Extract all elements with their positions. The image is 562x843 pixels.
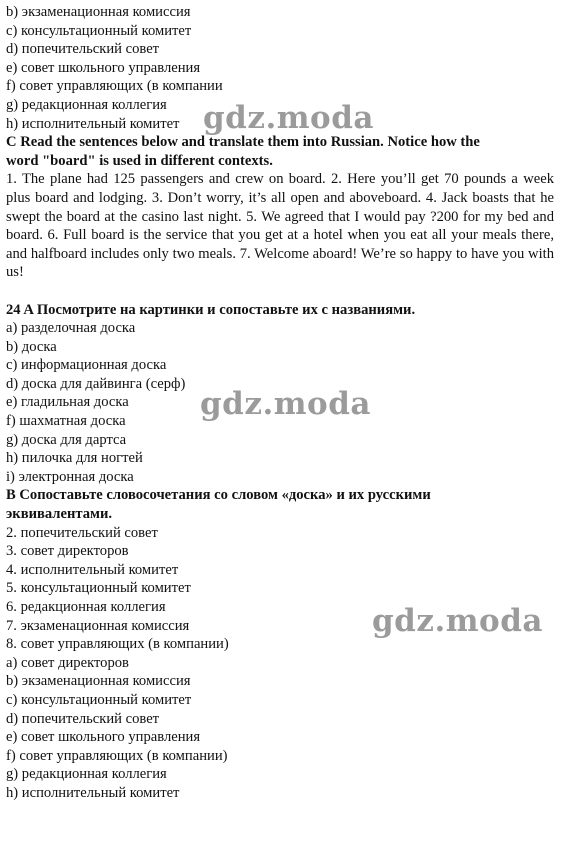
section-c-text: 1. The plane had 125 passengers and crew on board. 2. Here you’ll get 70 pounds a week plus board and lodging. 3. Don’t worry, it’s all open and aboveboard. 4. Jack boasts that he swept the board at the casino last night. 5. We agreed that I would pay ?200 for my bed and board. 6. Full board is the service that you get at a hotel when you eat all your meals there, and halfboard includes only two meals. 7. Welcome aboard! We’re so happy to have you with us! (6, 171, 554, 281)
list-item: b) экзаменационная комиссия (6, 4, 191, 20)
list-item: i) электронная доска (6, 468, 134, 485)
list-item: c) консультационный комитет (6, 691, 192, 708)
list-item: a) совет директоров (6, 654, 129, 671)
list-item: e) гладильная доска (6, 394, 129, 411)
list-item: c) консультационный комитет (6, 22, 192, 39)
section-c (6, 133, 558, 282)
section-c-heading-cont: word "board" is used in different contexts. (6, 152, 273, 169)
spacer (6, 282, 558, 301)
watermark: gdz.moda (372, 603, 543, 639)
list-item: g) редакционная коллегия (6, 766, 167, 783)
watermark: gdz.moda (203, 100, 374, 136)
exercise-24b (6, 486, 558, 802)
exercise-24b-heading: B Сопоставьте словосочетания со словом «доска» и их русскими (6, 487, 431, 504)
section-c-heading: C Read the sentences below and translate them into Russian. Notice how the (6, 134, 480, 151)
list-item: 7. экзаменационная комиссия (6, 617, 190, 634)
list-item: c) информационная доска (6, 357, 167, 374)
exercise-24a-heading: 24 A Посмотрите на картинки и сопоставьте их с названиями. (6, 301, 416, 318)
list-item: d) попечительский совет (6, 710, 160, 727)
list-item: h) пилочка для ногтей (6, 450, 143, 467)
list-item: h) исполнительный комитет (6, 115, 180, 132)
list-item: 8. совет управляющих (в компании) (6, 636, 229, 653)
list-item: a) разделочная доска (6, 320, 136, 337)
watermark: gdz.moda (200, 386, 371, 422)
list-item: d) попечительский совет (6, 41, 160, 58)
list-item: 3. совет директоров (6, 543, 129, 560)
list-item: g) редакционная коллегия (6, 96, 167, 113)
list-item: b) экзаменационная комиссия (6, 673, 191, 690)
list-item: f) совет управляющих (в компании (6, 78, 223, 95)
list-item: 5. консультационный комитет (6, 580, 191, 597)
list-item: d) доска для дайвинга (серф) (6, 375, 186, 392)
list-item: 2. попечительский совет (6, 524, 158, 541)
list-item: f) совет управляющих (в компании) (6, 747, 228, 764)
list-item: h) исполнительный комитет (6, 784, 180, 801)
list-item: 6. редакционная коллегия (6, 599, 166, 615)
list-item: e) совет школьного управления (6, 59, 201, 76)
list-item: e) совет школьного управления (6, 729, 201, 746)
list-item: f) шахматная доска (6, 413, 126, 430)
list-item: g) доска для дартса (6, 431, 127, 448)
list-item: 4. исполнительный комитет (6, 561, 179, 578)
list-item: b) доска (6, 338, 57, 355)
exercise-24b-heading-cont: эквивалентами. (6, 506, 113, 523)
